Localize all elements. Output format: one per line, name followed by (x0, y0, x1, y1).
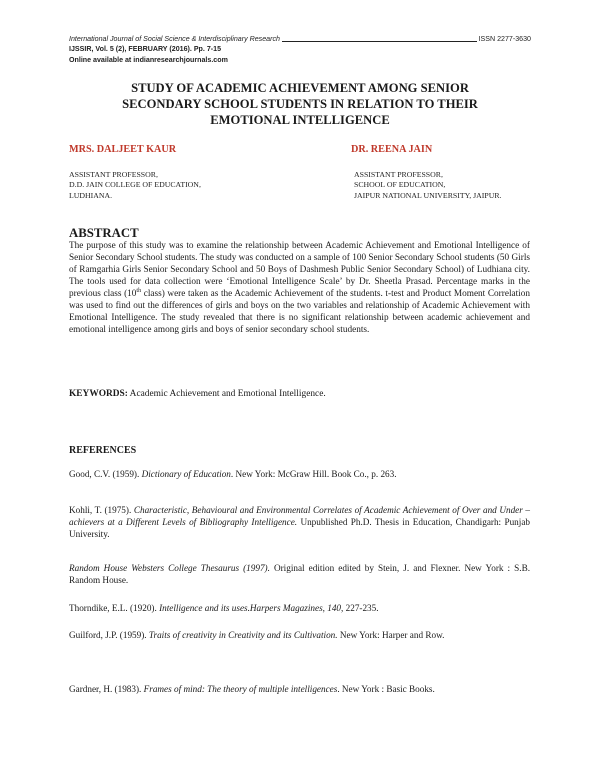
abstract-text: class) were taken as the Academic Achievement of the students. t-test and Product Moment Correlation was used to find out the differences of girls and boys on the two variables and relationship of Academic Achievement with Emotional Intelligence. The study revealed that there is no significant relationship between academic achievement and emotional intelligence among girls and boys of senior secondary school students. (69, 288, 531, 335)
title-line: EMOTIONAL INTELLIGENCE (210, 113, 390, 128)
ref-title: Intelligence and its uses.Harpers Magazines, 140, (159, 603, 344, 613)
journal-name: International Journal of Social Science & Interdisciplinary Research (69, 35, 280, 43)
abstract-heading: ABSTRACT (69, 226, 139, 240)
author-affiliation-1 (69, 170, 201, 201)
abstract-body (69, 241, 530, 337)
reference-item (69, 683, 530, 695)
author-name-1: MRS. DALJEET KAUR (69, 144, 177, 155)
references-heading: REFERENCES (69, 445, 137, 456)
author-name-2: DR. REENA JAIN (351, 144, 433, 155)
ref-title: Random House Websters College Thesaurus (1997). (69, 563, 270, 573)
ref-authors: Gardner, H. (1983). (69, 684, 144, 694)
affiliation-line: SCHOOL OF EDUCATION, (354, 180, 446, 190)
reference-item (69, 504, 530, 540)
reference-item (69, 468, 530, 480)
journal-header-row (69, 34, 531, 44)
ref-authors: Good, C.V. (1959). (69, 469, 142, 479)
ref-publisher: Original edition edited by Stein, J. and Flexner. New York : S.B. Random House. (69, 563, 531, 586)
affiliation-line: JAIPUR NATIONAL UNIVERSITY, JAIPUR. (354, 190, 502, 200)
keywords-label: KEYWORDS: (69, 389, 128, 399)
reference-item (69, 629, 530, 641)
author-affiliation-2 (354, 170, 502, 201)
keywords-text: Academic Achievement and Emotional Intelligence. (127, 389, 326, 399)
ref-publisher: . New York : Basic Books. (337, 684, 435, 694)
issn: ISSN 2277-3630 (478, 35, 531, 43)
affiliation-line: LUDHIANA. (69, 190, 113, 200)
affiliation-line: D.D. JAIN COLLEGE OF EDUCATION, (69, 180, 201, 190)
affiliation-line: ASSISTANT PROFESSOR, (69, 170, 158, 179)
ref-publisher: New York: Harper and Row. (337, 630, 445, 640)
title-line: SECONDARY SCHOOL STUDENTS IN RELATION TO THEIR (122, 97, 478, 112)
ref-title: Dictionary of Education (141, 469, 231, 479)
volume-info: IJSSIR, Vol. 5 (2), FEBRUARY (2016). Pp. 7-15 (69, 45, 222, 54)
ref-title: Characteristic, Behavioural and Environmental Correlates of Academic Achievement of Over and Under –achievers at a Different Levels of Bibliography Intelligence. (69, 505, 530, 528)
ref-title: Traits of creativity in Creativity and its Cultivation. (148, 630, 338, 640)
online-availability: Online available at indianresearchjournals.com (69, 55, 228, 64)
reference-item (69, 562, 530, 586)
abstract-text: The purpose of this study was to examine the relationship between Academic Achievement and Emotional Intelligence of Senior Secondary School students. The study was conducted on a sample of 100 Senior Secondary School students (50 Girls of Ramgarhia Girls Senior Secondary School and 50 Boys of Dashmesh Public Senior Secondary School) of Ludhiana city. The tools used for data collection were ‘Emotional Intelligence Scale’ by Dr. Sheetla Prasad. Percentage marks in the previous class (10 (69, 241, 530, 299)
keywords (69, 388, 530, 400)
ref-title: Frames of mind: The theory of multiple intelligences (143, 684, 338, 694)
ref-authors: Guilford, J.P. (1959). (69, 630, 149, 640)
ref-publisher: 227-235. (343, 603, 379, 613)
header-rule (282, 34, 477, 42)
ref-authors: Kohli, T. (1975). (69, 505, 134, 515)
ref-authors: Thorndike, E.L. (1920). (69, 603, 160, 613)
ref-publisher: Unpublished Ph.D. Thesis in Education, Chandigarh: Punjab University. (69, 517, 530, 540)
reference-item (69, 602, 530, 614)
paper-title (69, 80, 531, 129)
journal-header (69, 34, 531, 65)
superscript: th (136, 287, 142, 294)
affiliation-line: ASSISTANT PROFESSOR, (354, 170, 443, 179)
title-line: STUDY OF ACADEMIC ACHIEVEMENT AMONG SENIOR (131, 81, 469, 95)
ref-publisher: . New York: McGraw Hill. Book Co., p. 263. (230, 469, 397, 479)
